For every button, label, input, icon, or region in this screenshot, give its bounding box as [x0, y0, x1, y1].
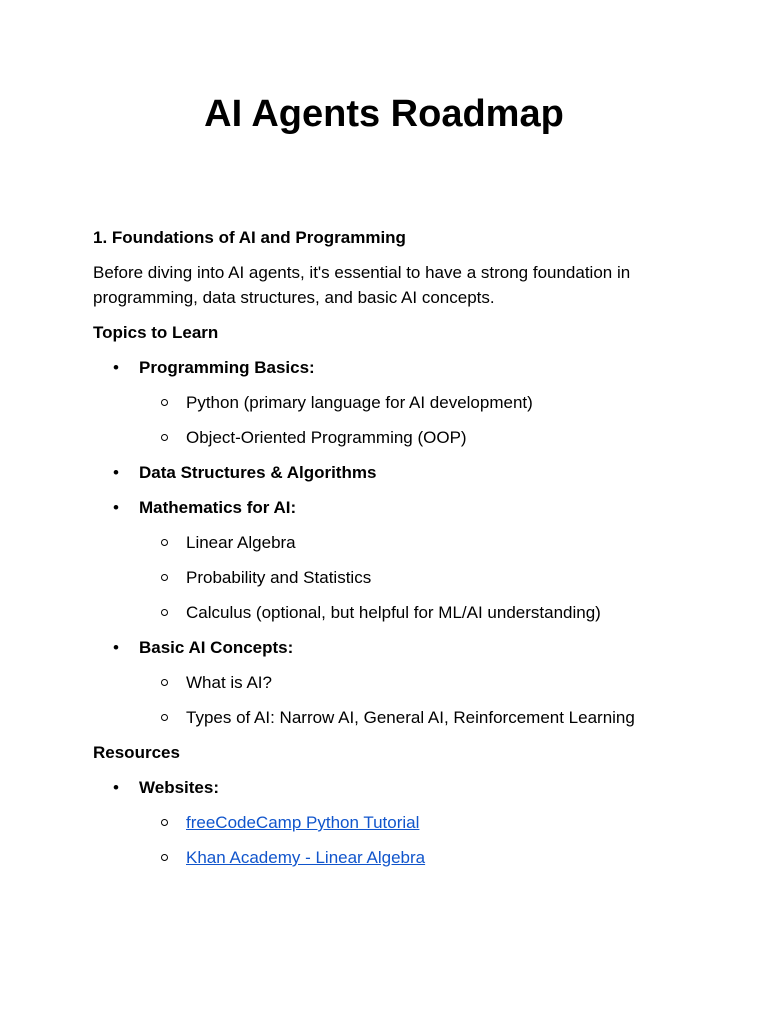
hollow-bullet-icon — [161, 399, 168, 406]
resource-item-websites — [93, 775, 683, 870]
subtopic-item — [139, 530, 683, 555]
topic-item-basic-ai-concepts — [93, 635, 683, 730]
hollow-bullet-icon — [161, 714, 168, 721]
subtopic-item — [139, 705, 683, 730]
subtopic-list — [139, 670, 683, 730]
hollow-bullet-icon — [161, 434, 168, 441]
subtopic-item — [139, 600, 683, 625]
subtopic-list — [139, 390, 683, 450]
document-title: AI Agents Roadmap — [204, 93, 564, 135]
bullet-icon: • — [113, 358, 119, 377]
topic-label: Programming Basics: — [139, 358, 315, 377]
resource-link-item — [139, 810, 683, 835]
hollow-bullet-icon — [161, 539, 168, 546]
subtopic-item — [139, 565, 683, 590]
section-intro: Before diving into AI agents, it's essential to have a strong foundation in programming, data structures, and basic AI concepts. — [93, 263, 631, 307]
subtopic-item — [139, 670, 683, 695]
resource-link-item — [139, 845, 683, 870]
resources-heading: Resources — [93, 743, 180, 762]
subtopic-label: Python (primary language for AI development) — [186, 393, 533, 412]
topic-item-data-structures — [93, 460, 683, 485]
topic-label: Basic AI Concepts: — [139, 638, 294, 657]
subtopic-label: What is AI? — [186, 673, 272, 692]
subtopic-label: Types of AI: Narrow AI, General AI, Reinforcement Learning — [186, 708, 635, 727]
subtopic-label: Object-Oriented Programming (OOP) — [186, 428, 467, 447]
subtopic-label: Linear Algebra — [186, 533, 296, 552]
bullet-icon: • — [113, 778, 119, 797]
resource-link-list — [139, 810, 683, 870]
section-heading: 1. Foundations of AI and Programming — [93, 228, 406, 247]
hollow-bullet-icon — [161, 819, 168, 826]
topic-label: Mathematics for AI: — [139, 498, 297, 517]
document-content — [93, 225, 683, 880]
topic-item-programming-basics — [93, 355, 683, 450]
topics-heading: Topics to Learn — [93, 323, 219, 342]
subtopic-list — [139, 530, 683, 625]
subtopic-item — [139, 425, 683, 450]
khan-academy-linear-algebra-link[interactable]: Khan Academy - Linear Algebra — [186, 848, 426, 867]
topics-list — [93, 355, 683, 730]
hollow-bullet-icon — [161, 574, 168, 581]
hollow-bullet-icon — [161, 609, 168, 616]
bullet-icon: • — [113, 498, 119, 517]
subtopic-label: Calculus (optional, but helpful for ML/AI understanding) — [186, 603, 601, 622]
hollow-bullet-icon — [161, 854, 168, 861]
bullet-icon: • — [113, 463, 119, 482]
topic-item-mathematics — [93, 495, 683, 625]
resources-list — [93, 775, 683, 870]
topic-label: Data Structures & Algorithms — [139, 463, 377, 482]
hollow-bullet-icon — [161, 679, 168, 686]
bullet-icon: • — [113, 638, 119, 657]
freecodecamp-python-link[interactable]: freeCodeCamp Python Tutorial — [186, 813, 420, 832]
resource-label: Websites: — [139, 778, 219, 797]
subtopic-item — [139, 390, 683, 415]
subtopic-label: Probability and Statistics — [186, 568, 372, 587]
